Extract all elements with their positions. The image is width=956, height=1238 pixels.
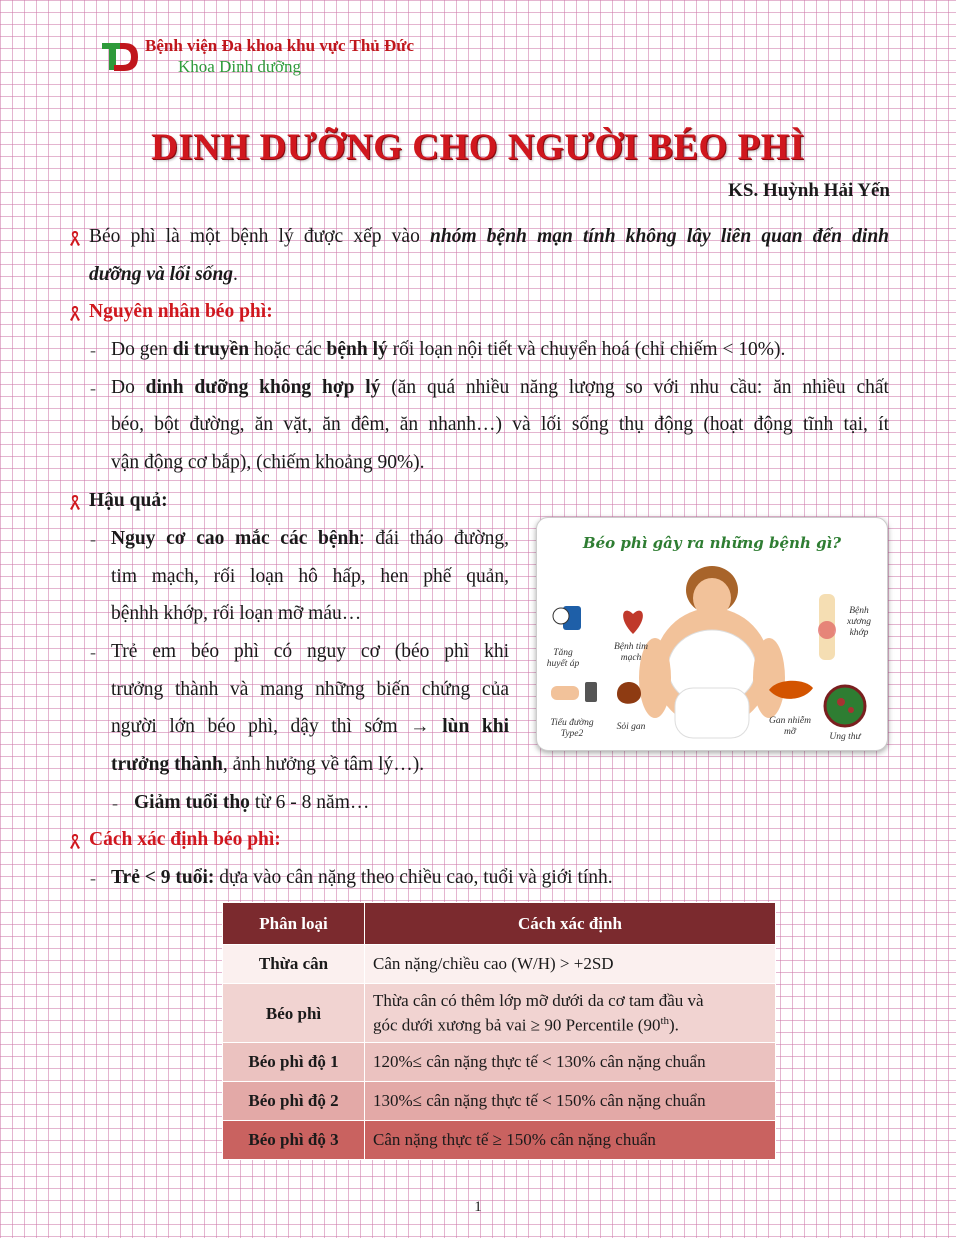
method-item-1: Trẻ < 9 tuổi: dựa vào cân nặng theo chiều cao, tuổi và giới tính. (111, 867, 613, 888)
consequence-item-2-line-2: trưởng thành và mang những biến chứng của (111, 679, 509, 700)
hospital-name: Bệnh viện Đa khoa khu vực Thủ Đức (145, 36, 415, 55)
label-fatty-liver: Gan nhiễm mỡ (769, 716, 811, 737)
table-header-cell: Phân loại (223, 903, 365, 945)
dash-bullet: - (90, 378, 96, 398)
table-cell-label: Béo phì (223, 984, 365, 1043)
table-row (223, 984, 776, 1043)
consequence-item-1-line-3: bệnhh khớp, rối loạn mỡ máu… (111, 603, 362, 624)
table-cell-desc: 120%≤ cân nặng thực tế < 130% cân nặng chuẩn (365, 1043, 776, 1082)
table-cell-desc: 130%≤ cân nặng thực tế < 150% cân nặng chuẩn (365, 1082, 776, 1121)
label-diabetes: Tiểu đường Type2 (550, 718, 594, 739)
table-cell-desc: Cân nặng/chiều cao (W/H) > +2SD (365, 945, 776, 984)
dash-bullet: - (112, 793, 118, 813)
table-cell-desc: Thừa cân có thêm lớp mỡ dưới da cơ tam đầu và góc dưới xương bả vai ≥ 90 Percentile (90th). (365, 984, 776, 1043)
label-heart-disease: Bệnh tim mạch (613, 642, 649, 663)
label-hypertension: Tăng huyết áp (546, 648, 580, 669)
intro-line-2: dưỡng và lối sống. (89, 264, 238, 285)
causes-heading: Nguyên nhân béo phì: (89, 301, 273, 322)
illustration-drawing (537, 518, 887, 750)
table-row (223, 1121, 776, 1160)
label-cancer: Ung thư (829, 732, 861, 742)
hospital-logo (100, 40, 140, 74)
cause-item-2-line-3: vận động cơ bắp), (chiếm khoảng 90%). (111, 452, 425, 473)
label-gallstones: Sỏi gan (616, 722, 646, 732)
dash-bullet: - (90, 529, 96, 549)
table-header-row (223, 903, 776, 945)
obesity-classification-table (222, 902, 776, 1160)
table-cell-label: Béo phì độ 2 (223, 1082, 365, 1121)
illustration-title: Béo phì gây ra những bệnh gì? (582, 534, 842, 552)
consequences-heading: Hậu quả: (89, 490, 168, 511)
consequence-item-1-line-2: tim mạch, rối loạn hô hấp, hen phế quản, (111, 566, 509, 587)
department-name: Khoa Dinh dưỡng (178, 57, 302, 76)
table-row (223, 945, 776, 984)
dash-bullet: - (90, 642, 96, 662)
table-cell-desc: Cân nặng thực tế ≥ 150% cân nặng chuẩn (365, 1121, 776, 1160)
table-header-cell: Cách xác định (365, 903, 776, 945)
cause-item-2-line-2: béo, bột đường, ăn vặt, ăn đêm, ăn nhanh…) và lối sống thụ động (hoạt động tĩnh tại, ít (111, 414, 889, 435)
intro-line-1: Béo phì là một bệnh lý được xếp vào nhóm bệnh mạn tính không lây liên quan đến dinh (89, 226, 890, 247)
ribbon-bullet-icon (68, 229, 82, 247)
table-row (223, 1082, 776, 1121)
table-row (223, 1043, 776, 1082)
consequence-item-3: Giảm tuổi thọ từ 6 - 8 năm… (134, 792, 370, 813)
dash-bullet: - (90, 340, 96, 360)
ribbon-bullet-icon (68, 493, 82, 511)
consequence-item-1-line-1: Nguy cơ cao mắc các bệnh: đái tháo đường, (111, 528, 510, 549)
obesity-diseases-illustration (536, 517, 888, 751)
document-title: DINH DƯỠNG CHO NGƯỜI BÉO PHÌ (151, 127, 805, 168)
consequence-item-2-line-1: Trẻ em béo phì có nguy cơ (béo phì khi (111, 641, 509, 662)
table-cell-label: Béo phì độ 1 (223, 1043, 365, 1082)
consequence-item-2-line-3: người lớn béo phì, dậy thì sớm → lùn khi (111, 716, 509, 737)
ribbon-bullet-icon (68, 304, 82, 322)
dash-bullet: - (90, 868, 96, 888)
consequence-item-2-line-4: trưởng thành, ảnh hưởng về tâm lý…). (111, 754, 425, 775)
cause-item-1: Do gen di truyền hoặc các bệnh lý rối loạn nội tiết và chuyển hoá (chỉ chiếm < 10%). (111, 339, 786, 360)
table-cell-label: Thừa cân (223, 945, 365, 984)
page-number: 1 (474, 1199, 482, 1215)
ribbon-bullet-icon (68, 832, 82, 850)
method-heading: Cách xác định béo phì: (89, 829, 281, 850)
label-joint-disease: Bệnh xương khớp (847, 606, 871, 638)
author-name: KS. Huỳnh Hải Yến (728, 180, 890, 201)
cause-item-2-line-1: Do dinh dưỡng không hợp lý (ăn quá nhiều năng lượng so với nhu cầu: ăn nhiều chất (111, 377, 889, 398)
table-cell-label: Béo phì độ 3 (223, 1121, 365, 1160)
